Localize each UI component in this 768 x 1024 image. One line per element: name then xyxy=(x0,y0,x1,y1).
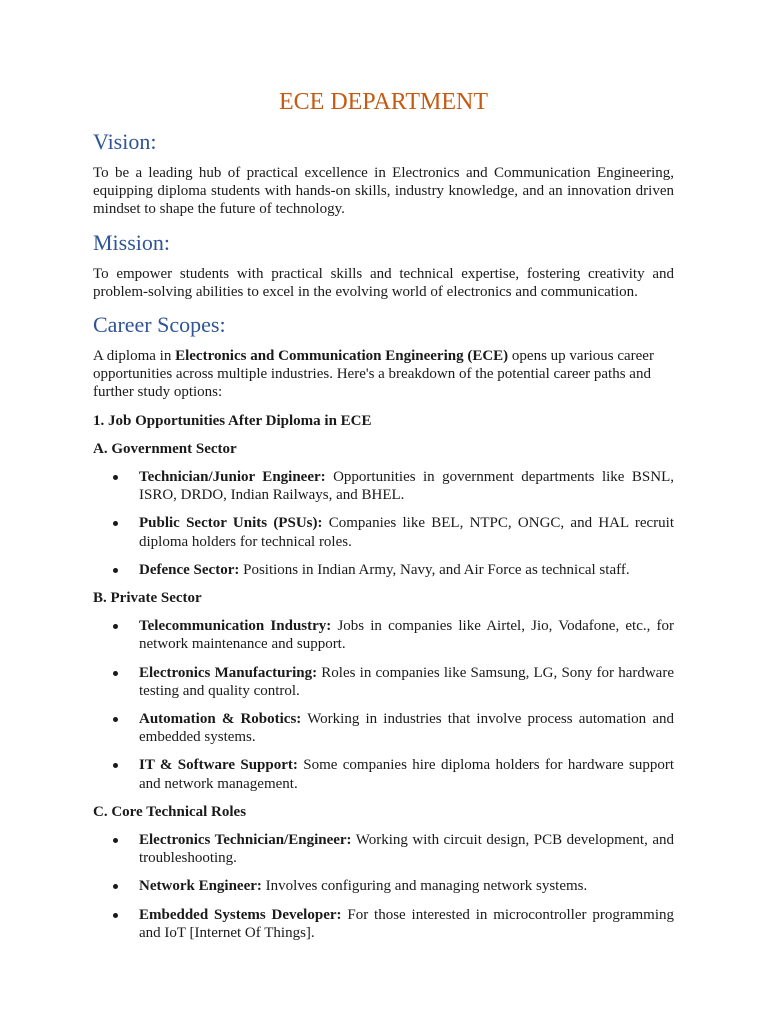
mission-heading: Mission: xyxy=(93,229,171,255)
item-label: Automation & Robotics: xyxy=(139,711,302,728)
item-text: For those interested in microcontroller programming and IoT [Internet Of Things]. xyxy=(139,906,674,941)
job-opportunities-title: 1. Job Opportunities After Diploma in ECE xyxy=(93,412,372,429)
list-item xyxy=(93,617,674,653)
core-technical-list xyxy=(93,831,674,942)
career-intro-bold: Electronics and Communication Engineering (ECE) xyxy=(175,348,509,365)
item-text: Jobs in companies like Airtel, Jio, Vodafone, etc., for network maintenance and support. xyxy=(139,618,674,653)
item-text: Some companies hire diploma holders for hardware support and network management. xyxy=(139,757,674,792)
bullet-icon xyxy=(113,671,118,676)
group-title-core-technical: C. Core Technical Roles xyxy=(93,803,247,820)
list-item xyxy=(93,756,674,792)
list-item xyxy=(93,906,674,942)
bullet-icon xyxy=(113,521,118,526)
bullet-icon xyxy=(113,884,118,889)
career-heading: Career Scopes: xyxy=(93,312,226,338)
item-text: Companies like BEL, NTPC, ONGC, and HAL recruit diploma holders for technical roles. xyxy=(139,515,674,550)
list-item xyxy=(93,664,674,700)
item-label: Technician/Junior Engineer: xyxy=(139,469,326,486)
page-title: ECE DEPARTMENT xyxy=(278,89,488,115)
vision-heading: Vision: xyxy=(93,129,157,154)
group-title-government: A. Government Sector xyxy=(93,440,237,457)
item-text: Roles in companies like Samsung, LG, Sony for hardware testing and quality control. xyxy=(139,664,674,699)
mission-text: To empower students with practical skills and technical expertise, fostering creativity and problem-solving abilities to excel in the evolving world of electronics and communication. xyxy=(93,265,674,300)
bullet-icon xyxy=(113,717,118,722)
list-item xyxy=(93,877,674,895)
group-title-private: B. Private Sector xyxy=(93,590,202,607)
item-label: Embedded Systems Developer: xyxy=(139,906,342,923)
government-list xyxy=(93,468,674,579)
bullet-icon xyxy=(113,624,118,629)
item-text: Working in industries that involve process automation and embedded systems. xyxy=(139,711,674,746)
vision-text: To be a leading hub of practical excellence in Electronics and Communication Engineering, equipping diploma students with hands-on skills, industry knowledge, and an innovation driven mindset to shape the future of technology. xyxy=(93,165,674,218)
bullet-icon xyxy=(113,838,118,843)
item-label: IT & Software Support: xyxy=(139,757,298,774)
bullet-icon xyxy=(113,475,118,480)
item-label: Electronics Manufacturing: xyxy=(139,664,318,681)
list-item xyxy=(93,468,674,504)
item-label: Defence Sector: xyxy=(139,561,240,578)
item-text: Positions in Indian Army, Navy, and Air Force as technical staff. xyxy=(239,561,630,578)
bullet-icon xyxy=(113,568,118,573)
list-item xyxy=(93,561,674,579)
item-text: Opportunities in government departments like BSNL, ISRO, DRDO, Indian Railways, and BHEL. xyxy=(139,469,674,504)
item-label: Telecommunication Industry: xyxy=(139,618,332,635)
item-text: Involves configuring and managing network systems. xyxy=(261,878,588,895)
private-list xyxy=(93,617,674,793)
item-text: Working with circuit design, PCB development, and troubleshooting. xyxy=(139,832,674,867)
item-label: Public Sector Units (PSUs): xyxy=(139,515,323,532)
item-label: Electronics Technician/Engineer: xyxy=(139,832,352,849)
bullet-icon xyxy=(113,913,118,918)
career-intro-suffix: opens up various career opportunities across multiple industries. Here's a breakdown of the potential career paths and further study options: xyxy=(93,348,654,401)
item-label: Network Engineer: xyxy=(139,878,262,895)
page-content xyxy=(93,86,674,952)
bullet-icon xyxy=(113,763,118,768)
career-intro-prefix: A diploma in xyxy=(93,348,176,365)
career-intro xyxy=(93,347,674,402)
list-item xyxy=(93,710,674,746)
list-item xyxy=(93,831,674,867)
list-item xyxy=(93,514,674,550)
